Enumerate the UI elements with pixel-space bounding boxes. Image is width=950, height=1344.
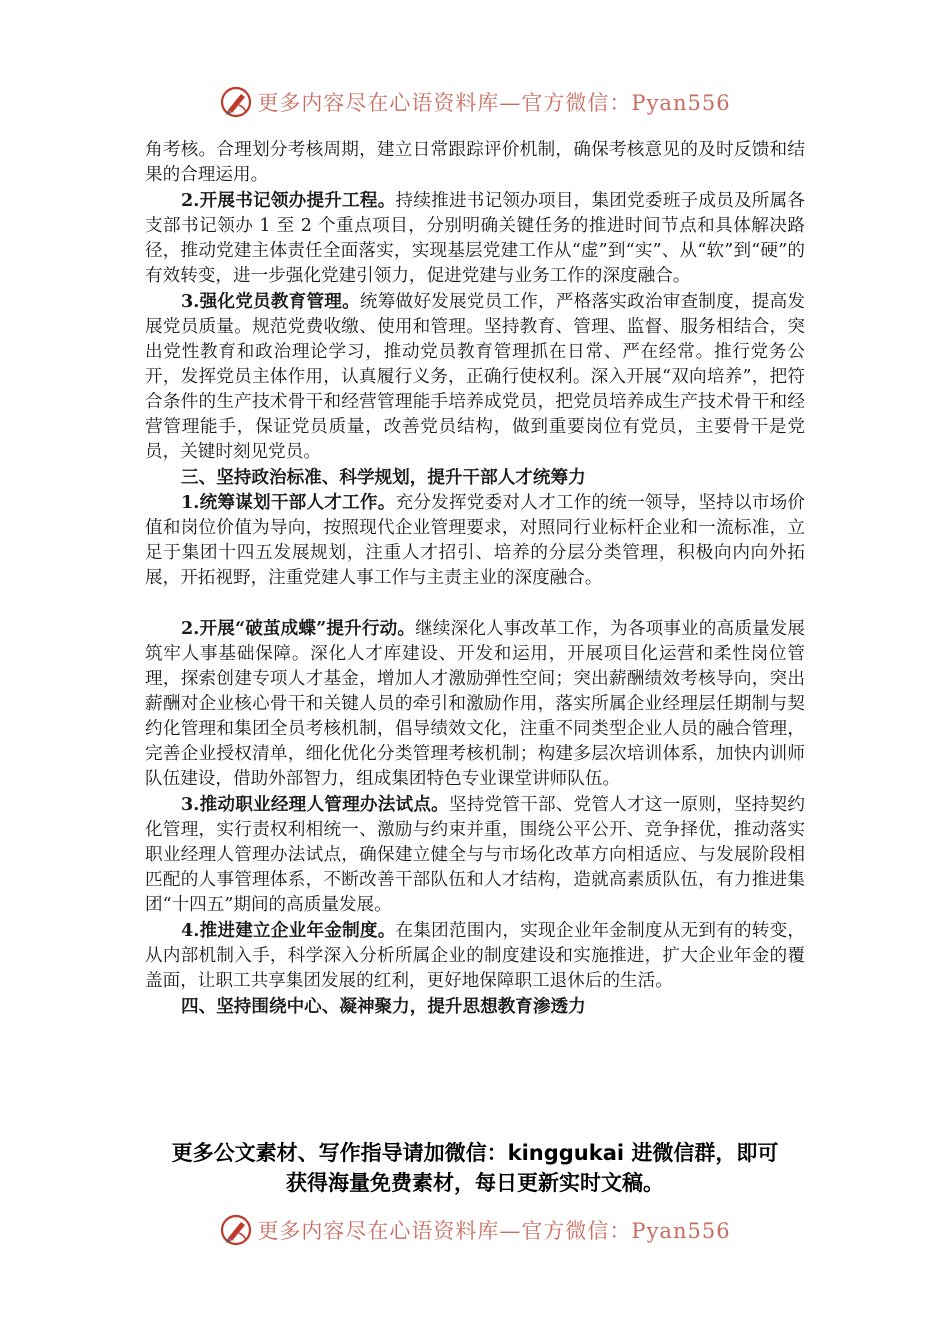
promo-line-1: 更多公文素材、写作指导请加微信：kinggukai 进微信群，即可: [171, 1141, 779, 1165]
paragraph-body: 坚持党管干部、党管人才这一原则，坚持契约化管理，实行责权利相统一、激励与约束并重，围绕公平公开、竞争择优，推动落实职业经理人管理办法试点，确保建立健全与与市场化改革方向相适应、与发展阶段相匹配的人事管理体系，不断改善干部队伍和人才结构，造就高素质队伍，有力推进集团“十四五”期间的高质量发展。: [145, 795, 805, 915]
paragraph: [145, 188, 805, 289]
paragraph: [145, 918, 805, 994]
pen-logo-icon: [219, 1213, 253, 1247]
paragraph: [145, 490, 805, 591]
section-heading: 四、坚持围绕中心、凝神聚力，提升思想教育渗透力: [181, 996, 586, 1017]
paragraph: 角考核。合理划分考核周期，建立日常跟踪评价机制，确保考核意见的及时反馈和结果的合理运用。: [145, 140, 805, 185]
paragraph-body: 继续深化人事改革工作，为各项事业的高质量发展筑牢人事基础保障。深化人才库建设、开发和运用，开展项目化运营和柔性岗位管理，探索创建专项人才基金，增加人才激励弹性空间；突出薪酬绩效考核导向，突出薪酬对企业核心骨干和关键人员的牵引和激励作用，落实所属企业经理层任期制与契约化管理和集团全员考核机制，倡导绩效文化，注重不同类型企业人员的融合管理，完善企业授权清单，细化优化分类管理考核机制；构建多层次培训体系，加快内训师队伍建设，借助外部智力，组成集团特色专业课堂讲师队伍。: [145, 619, 805, 789]
paragraph: [145, 792, 805, 918]
footer-banner-text: 更多内容尽在心语资料库—官方微信：Pyan556: [257, 1219, 731, 1243]
footer-banner: [0, 1208, 950, 1252]
blank-line: [145, 591, 805, 616]
header-banner-text: 更多内容尽在心语资料库—官方微信：Pyan556: [257, 91, 731, 115]
paragraph-title: 4.推进建立企业年金制度。: [181, 920, 396, 941]
paragraph-body: 统筹做好发展党员工作，严格落实政治审查制度，提高发展党员质量。规范党费收缴、使用和管理。坚持教育、管理、监督、服务相结合，突出党性教育和政治理论学习，推动党员教育管理抓在日常、严在经常。推行党务公开，发挥党员主体作用，认真履行义务，正确行使权利。深入开展“双向培养”，把符合条件的生产技术骨干和经营管理能手培养成党员，把党员培养成生产技术骨干和经营管理能手，保证党员质量，改善党员结构，做到重要岗位有党员，主要骨干是党员，关键时刻见党员。: [145, 292, 805, 462]
promo-line-2: 获得海量免费素材，每日更新实时文稿。: [286, 1171, 664, 1195]
paragraph-body: 充分发挥党委对人才工作的统一领导，坚持以市场价值和岗位价值为导向，按照现代企业管理要求，对照同行业标杆企业和一流标准，立足于集团十四五发展规划，注重人才招引、培养的分层分类管理，积极向内向外拓展，开拓视野，注重党建人事工作与主责主业的深度融合。: [145, 493, 805, 588]
paragraph-title: 3.推动职业经理人管理办法试点。: [181, 794, 449, 815]
paragraph-title: 2.开展书记领办提升工程。: [181, 190, 396, 211]
paragraph-body: 持续推进书记领办项目，集团党委班子成员及所属各支部书记领办 1 至 2 个重点项目，分别明确关键任务的推进时间节点和具体解决路径，推动党建主体责任全面落实，实现基层党建工作从“虚”到“实”、从“软”到“硬”的有效转变，进一步强化党建引领力，促进党建与业务工作的深度融合。: [145, 191, 805, 286]
paragraph: [145, 616, 805, 792]
document-body: [145, 138, 805, 1019]
paragraph-title: 1.统筹谋划干部人才工作。: [181, 492, 396, 513]
pen-logo-icon: [219, 85, 253, 119]
paragraph-title: 3.强化党员教育管理。: [181, 291, 360, 312]
paragraph: [145, 289, 805, 465]
section-heading: 三、坚持政治标准、科学规划，提升干部人才统筹力: [181, 467, 586, 488]
paragraph-body: 在集团范围内，实现企业年金制度从无到有的转变，从内部机制入手，科学深入分析所属企业的制度建设和实施推进，扩大企业年金的覆盖面，让职工共享集团发展的红利，更好地保障职工退休后的生活。: [145, 921, 805, 991]
header-banner: [0, 80, 950, 124]
paragraph-title: 2.开展“破茧成蝶”提升行动。: [181, 618, 416, 639]
promo-text: [0, 1138, 950, 1198]
